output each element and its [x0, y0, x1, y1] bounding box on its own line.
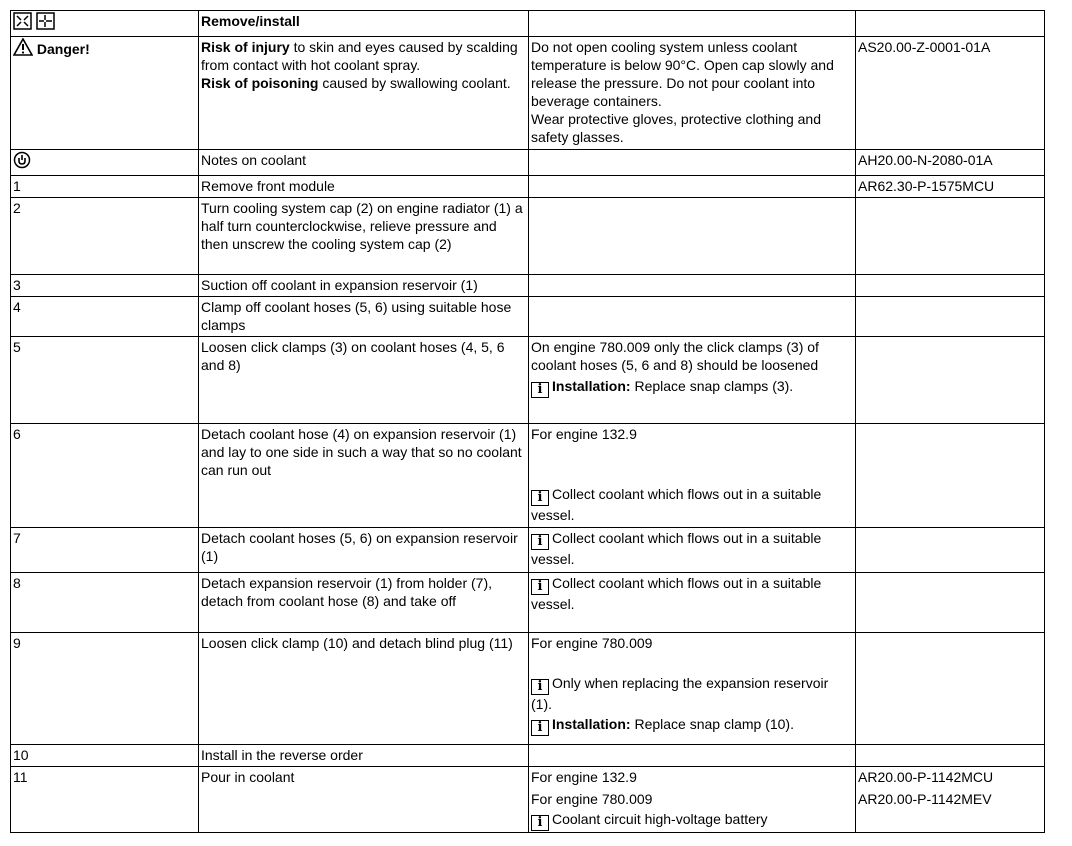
step-number: 1: [11, 176, 199, 198]
procedure-table: [10, 10, 1045, 833]
installation-text: Replace snap clamps (3).: [630, 378, 794, 394]
step-text: Detach coolant hoses (5, 6) on expansion reservoir (1): [199, 528, 529, 573]
danger-ref: AS20.00-Z-0001-01A: [856, 37, 1045, 150]
step-number: 6: [11, 424, 199, 528]
step-number: 9: [11, 633, 199, 745]
header-row: [11, 11, 1045, 37]
notes-ref: AH20.00-N-2080-01A: [856, 150, 1045, 176]
info-icon: i: [531, 720, 549, 736]
step-row: [11, 275, 1045, 297]
info-text: Collect coolant which flows out in a suitable vessel.: [531, 575, 822, 612]
step-text: Loosen click clamps (3) on coolant hoses (4, 5, 6 and 8): [199, 337, 529, 424]
warning-triangle-icon: [13, 38, 33, 56]
installation-text: Replace snap clamp (10).: [630, 716, 794, 732]
step-text: Remove front module: [199, 176, 529, 198]
remove-install-icons: [11, 11, 199, 37]
step-row: [11, 767, 1045, 833]
step-row: [11, 633, 1045, 745]
step-row: [11, 176, 1045, 198]
step-note: For engine 780.009: [531, 791, 653, 807]
step-number: 4: [11, 297, 199, 337]
step-text: Detach expansion reservoir (1) from holder (7), detach from coolant hose (8) and take off: [199, 573, 529, 633]
step-ref: AR62.30-P-1575MCU: [856, 176, 1045, 198]
info-text: Coolant circuit high-voltage battery: [552, 811, 768, 827]
step-row: [11, 573, 1045, 633]
danger-measure-1: Do not open cooling system unless coolant temperature is below 90°C. Open cap slowly and release the pressure. Do not pour coolant into beverage containers.: [531, 39, 834, 109]
step-number: 8: [11, 573, 199, 633]
step-text: Clamp off coolant hoses (5, 6) using suitable hose clamps: [199, 297, 529, 337]
danger-measure-2: Wear protective gloves, protective clothing and safety glasses.: [531, 111, 822, 145]
step-text: Install in the reverse order: [199, 745, 529, 767]
info-icon: i: [531, 579, 549, 595]
step-number: 2: [11, 198, 199, 275]
step-ref: AR20.00-P-1142MCU: [858, 769, 994, 785]
step-row: [11, 424, 1045, 528]
step-ref: AR20.00-P-1142MEV: [858, 791, 992, 807]
info-icon: i: [531, 382, 549, 398]
step-row: [11, 198, 1045, 275]
remove-install-icon: [13, 12, 57, 30]
risk-injury-label: Risk of injury: [201, 39, 290, 55]
risk-poisoning-text: caused by swallowing coolant.: [318, 75, 511, 91]
step-text: Detach coolant hose (4) on expansion reservoir (1) and lay to one side in such a way that so no coolant can run out: [199, 424, 529, 528]
step-row: [11, 528, 1045, 573]
step-text: Turn cooling system cap (2) on engine radiator (1) a half turn counterclockwise, relieve pressure and then unscrew the cooling system cap (2): [199, 198, 529, 275]
notes-row: [11, 150, 1045, 176]
step-row: [11, 337, 1045, 424]
installation-label: Installation:: [552, 716, 631, 732]
danger-row: [11, 37, 1045, 150]
step-text: Loosen click clamp (10) and detach blind plug (11): [199, 633, 529, 745]
danger-label: Danger!: [36, 41, 90, 57]
installation-label: Installation:: [552, 378, 631, 394]
info-icon: i: [531, 490, 549, 506]
info-icon: i: [531, 815, 549, 831]
step-text: Pour in coolant: [199, 767, 529, 833]
step-number: 5: [11, 337, 199, 424]
info-icon: i: [531, 534, 549, 550]
info-text: Only when replacing the expansion reservoir (1).: [531, 675, 829, 712]
risk-injury-text: to skin and eyes caused by scalding from contact with hot coolant spray.: [201, 39, 518, 73]
info-text: Collect coolant which flows out in a suitable vessel.: [531, 486, 822, 523]
step-note: For engine 780.009: [531, 635, 653, 651]
step-note: For engine 132.9: [531, 769, 637, 785]
notes-icon: [13, 151, 31, 169]
step-row: [11, 297, 1045, 337]
step-number: 7: [11, 528, 199, 573]
info-text: Collect coolant which flows out in a suitable vessel.: [531, 530, 822, 567]
step-number: 3: [11, 275, 199, 297]
risk-poisoning-label: Risk of poisoning: [201, 75, 319, 91]
header-title: Remove/install: [199, 11, 529, 37]
info-icon: i: [531, 679, 549, 695]
step-text: Suction off coolant in expansion reservoir (1): [199, 275, 529, 297]
step-number: 10: [11, 745, 199, 767]
step-note: On engine 780.009 only the click clamps (3) of coolant hoses (5, 6 and 8) should be loosened: [531, 339, 819, 373]
step-number: 11: [11, 767, 199, 833]
step-row: [11, 745, 1045, 767]
step-note: For engine 132.9: [531, 426, 637, 442]
notes-text: Notes on coolant: [199, 150, 529, 176]
